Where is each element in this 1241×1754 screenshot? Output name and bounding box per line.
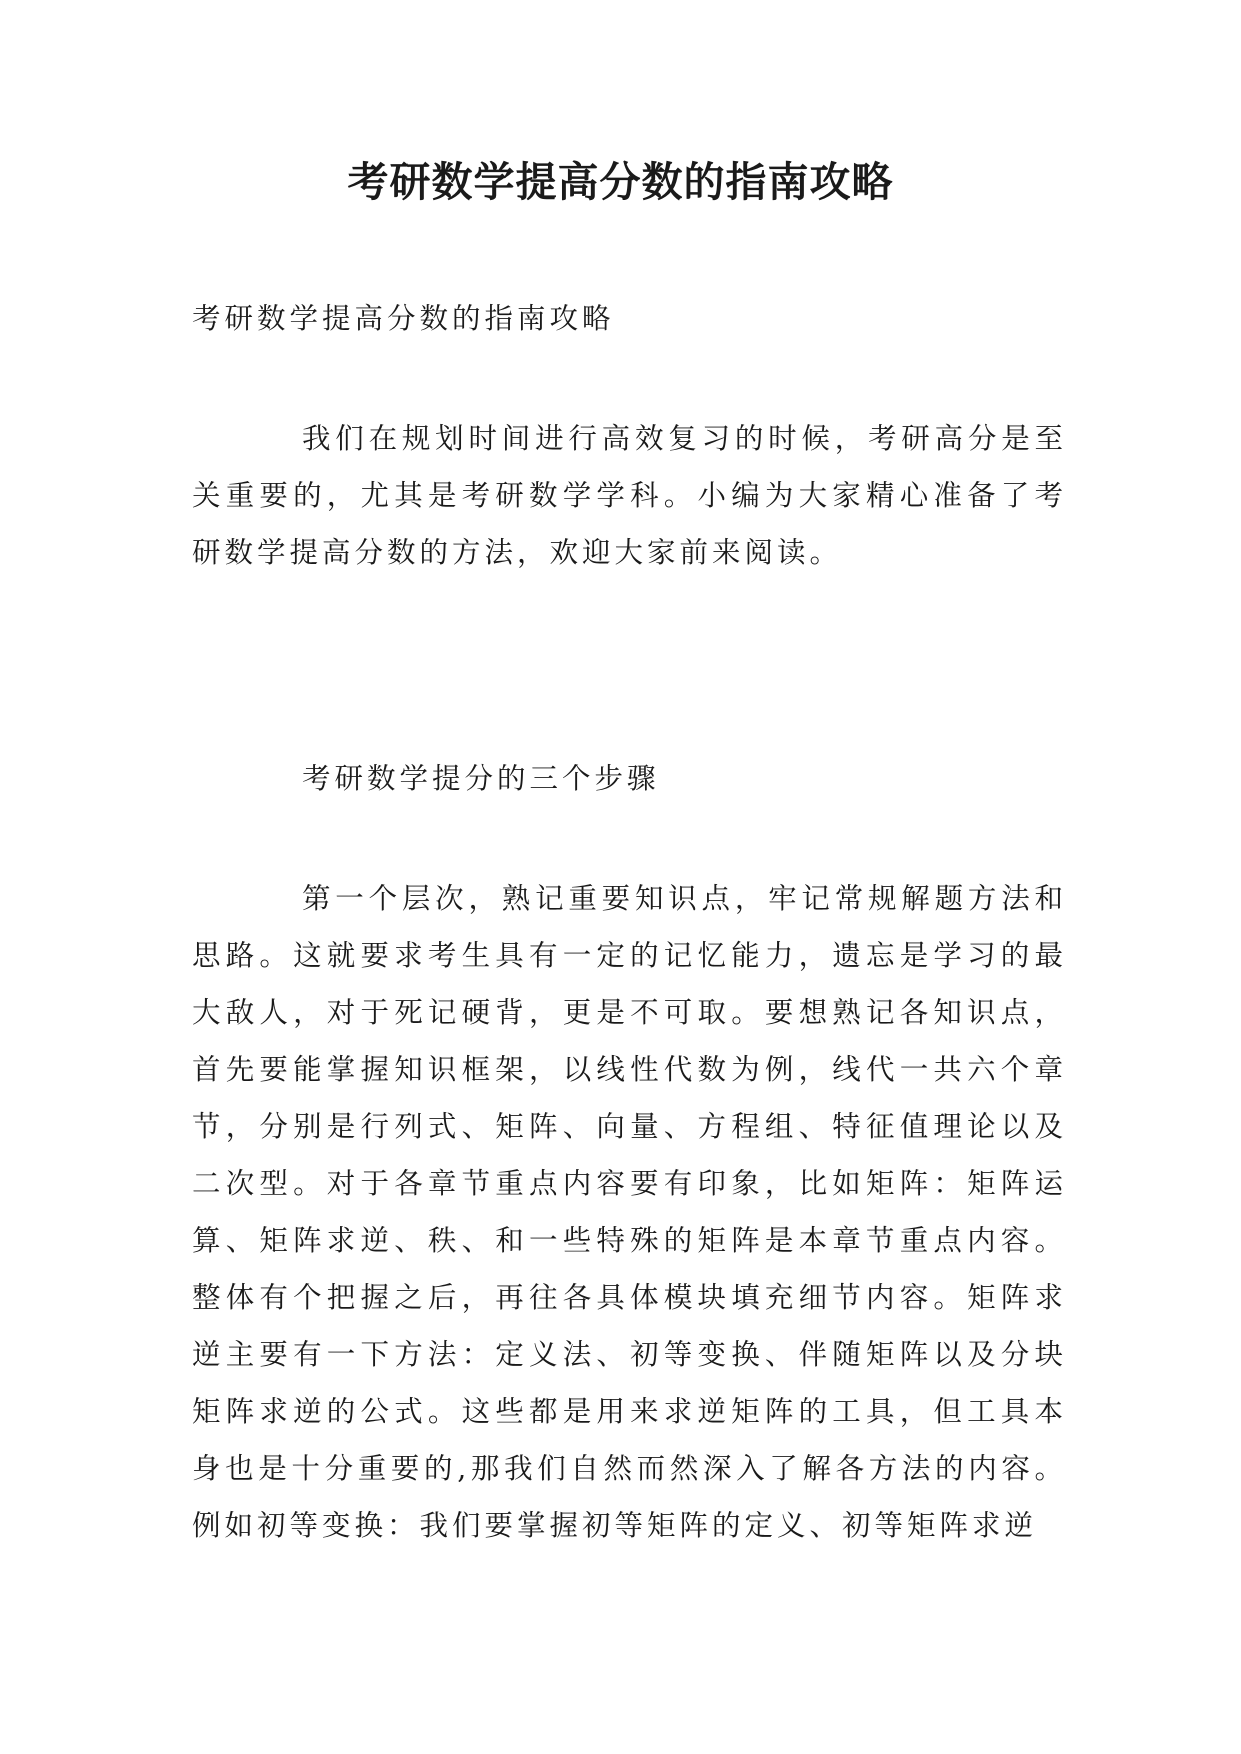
document-title: 考研数学提高分数的指南攻略	[347, 158, 894, 206]
body-paragraph: 第一个层次，熟记重要知识点，牢记常规解题方法和思路。这就要求考生具有一定的记忆能力，遗忘是学习的最大敌人，对于死记硬背，更是不可取。要想熟记各知识点，首先要能掌握知识框架，以线性代数为例，线代一共六个章节，分别是行列式、矩阵、向量、方程组、特征值理论以及二次型。对于各章节重点内容要有印象，比如矩阵：矩阵运算、矩阵求逆、秩、和一些特殊的矩阵是本章节重点内容。整体有个把握之后，再往各具体模块填充细节内容。矩阵求逆主要有一下方法：定义法、初等变换、伴随矩阵以及分块矩阵求逆的公式。这些都是用来求逆矩阵的工具，但工具本身也是十分重要的,那我们自然而然深入了解各方法的内容。例如初等变换：我们要掌握初等矩阵的定义、初等矩阵求逆	[192, 882, 1067, 1542]
section-heading: 考研数学提分的三个步骤	[302, 762, 660, 795]
document-subtitle: 考研数学提高分数的指南攻略	[192, 302, 615, 335]
intro-paragraph: 我们在规划时间进行高效复习的时候，考研高分是至关重要的，尤其是考研数学学科。小编为大家精心准备了考研数学提高分数的方法，欢迎大家前来阅读。	[192, 422, 1067, 569]
